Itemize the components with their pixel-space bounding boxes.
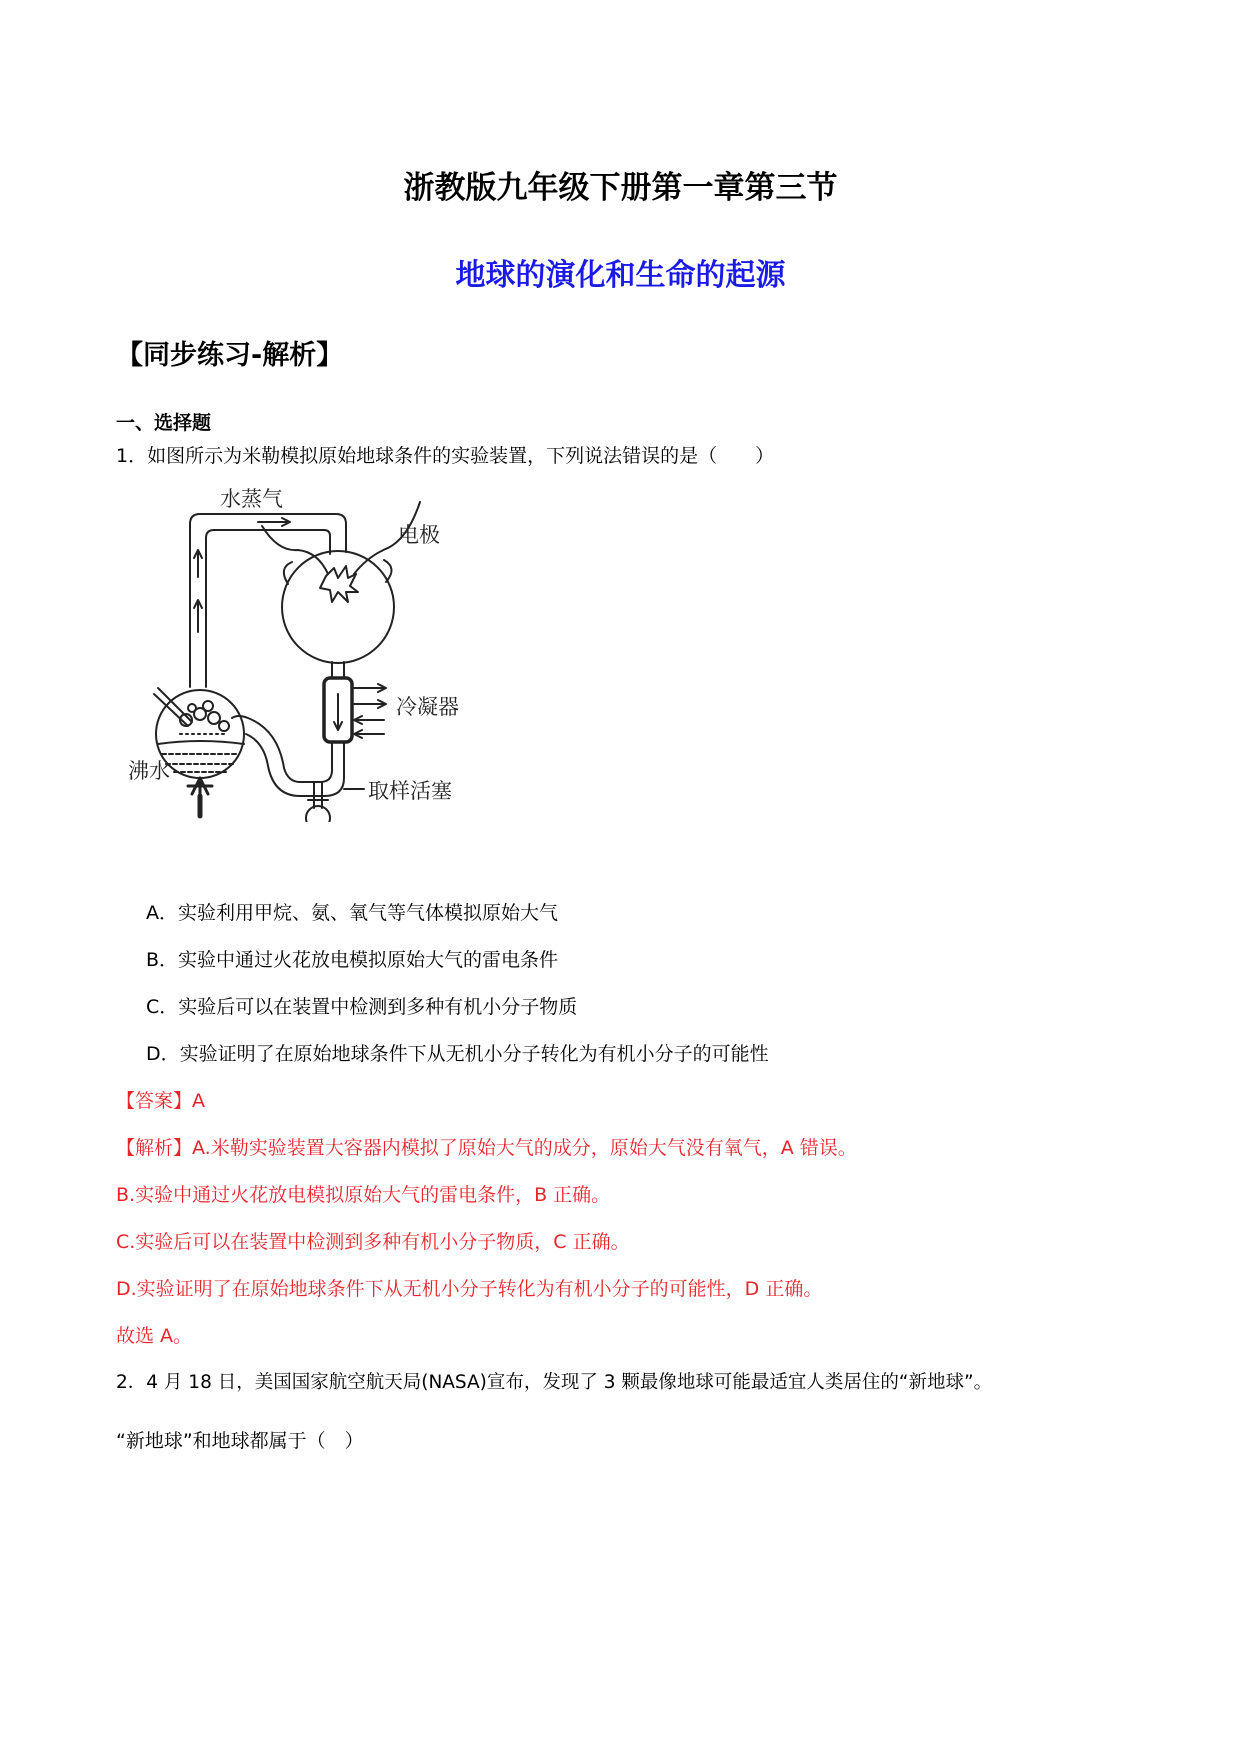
label-vapor: 水蒸气 (220, 487, 283, 511)
analysis-line-b: B.实验中通过火花放电模拟原始大气的雷电条件，B 正确。 (116, 1184, 611, 1206)
label-electrode: 电极 (398, 523, 440, 547)
label-boiling-water: 沸水 (128, 759, 170, 783)
miller-apparatus-figure (128, 482, 528, 822)
sampling-flask (306, 806, 330, 822)
burner-flame (188, 778, 212, 796)
question-2-stem-line-1: 2．4 月 18 日，美国国家航空航天局(NASA)宣布，发现了 3 颗最像地球可能最适宜人类居住的“新地球”。 (116, 1372, 993, 1393)
page-subtitle: 地球的演化和生命的起源 (455, 258, 786, 293)
option-d: D．实验证明了在原始地球条件下从无机小分子转化为有机小分子的可能性 (146, 1043, 769, 1065)
conclusion-line: 故选 A。 (116, 1325, 193, 1347)
analysis-line-c: C.实验后可以在装置中检测到多种有机小分子物质，C 正确。 (116, 1231, 630, 1253)
answer-line: 【答案】A (116, 1090, 205, 1112)
page-title: 浙教版九年级下册第一章第三节 (403, 170, 838, 206)
reaction-flask (282, 551, 394, 663)
section-heading: 【同步练习-解析】 (116, 340, 344, 371)
option-c: C．实验后可以在装置中检测到多种有机小分子物质 (146, 996, 578, 1018)
option-a: A．实验利用甲烷、氨、氧气等气体模拟原始大气 (146, 902, 558, 924)
electrode-left (262, 526, 328, 574)
question-2-stem-line-2: “新地球”和地球都属于（ ） (116, 1430, 364, 1452)
thermometer (154, 688, 192, 726)
label-condenser: 冷凝器 (396, 695, 459, 719)
question-1-stem: 1．如图所示为米勒模拟原始地球条件的实验装置，下列说法错误的是（ ） (116, 445, 775, 467)
part-heading: 一、选择题 (116, 412, 212, 434)
analysis-line-a: 【解析】A.米勒实验装置大容器内模拟了原始大气的成分，原始大气没有氧气，A 错误。 (116, 1137, 857, 1159)
label-sampling-valve: 取样活塞 (368, 779, 452, 803)
option-b: B．实验中通过火花放电模拟原始大气的雷电条件 (146, 949, 559, 971)
analysis-line-d: D.实验证明了在原始地球条件下从无机小分子转化为有机小分子的可能性，D 正确。 (116, 1278, 823, 1300)
